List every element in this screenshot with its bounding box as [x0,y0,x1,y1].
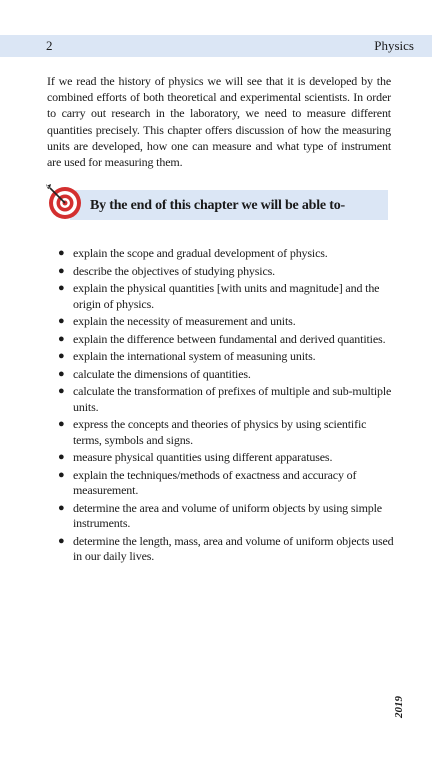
page-number: 2 [46,38,53,53]
bullet-icon: ● [58,264,65,277]
list-item: ● describe the objectives of studying physics. [58,263,276,278]
objectives-list [56,246,396,567]
list-item: ● determine the area and volume of uniform objects by using simple instruments. [58,500,382,530]
bullet-icon: ● [58,468,65,481]
list-item: ● explain the physical quantities [with units and magnitude] and the origin of physics. [58,281,380,311]
bullet-icon: ● [58,332,65,345]
list-item: ● determine the length, mass, area and volume of uniform objects used in our daily lives. [58,533,394,563]
bullet-icon: ● [58,501,65,514]
list-item: ● express the concepts and theories of physics by using scientific terms, symbols and signs. [58,417,367,447]
list-item: ● explain the difference between fundamental and derived quantities. [58,331,386,346]
list-item: ● explain the necessity of measurement and units. [58,314,296,328]
running-title: Physics [374,38,414,53]
bullet-icon: ● [58,534,65,547]
bullet-icon: ● [58,282,65,294]
bullet-icon: ● [58,247,65,259]
bullet-icon: ● [58,315,65,327]
list-item: ● explain the techniques/methods of exactness and accuracy of measurement. [58,467,357,497]
objectives-title: By the end of this chapter we will be able to- [90,198,345,213]
target-icon [44,180,84,220]
bullet-icon: ● [58,385,65,397]
publication-year: 2019 [393,696,405,718]
bullet-icon: ● [58,350,65,362]
list-item: ● explain the scope and gradual development of physics. [58,246,328,260]
list-item: ● calculate the transformation of prefixes of multiple and sub-multiple units. [58,384,392,414]
list-item: ● calculate the dimensions of quantities. [58,366,251,381]
bullet-icon: ● [58,451,65,463]
bullet-icon: ● [58,367,65,380]
header-band [0,35,432,57]
intro-paragraph: If we read the history of physics we will see that it is developed by the combined efforts of both theoretical and experimental scientists. In order to carry out research in the laboratory, we need to measure different quantities precisely. This chapter offers discussion of how the measuring units are developed, how one can measure and what type of instrument are used for measuring them. [47,74,391,170]
list-item: ● explain the international system of measuning units. [58,349,316,363]
bullet-icon: ● [58,418,65,430]
list-item: ● measure physical quantities using different apparatuses. [58,450,333,464]
